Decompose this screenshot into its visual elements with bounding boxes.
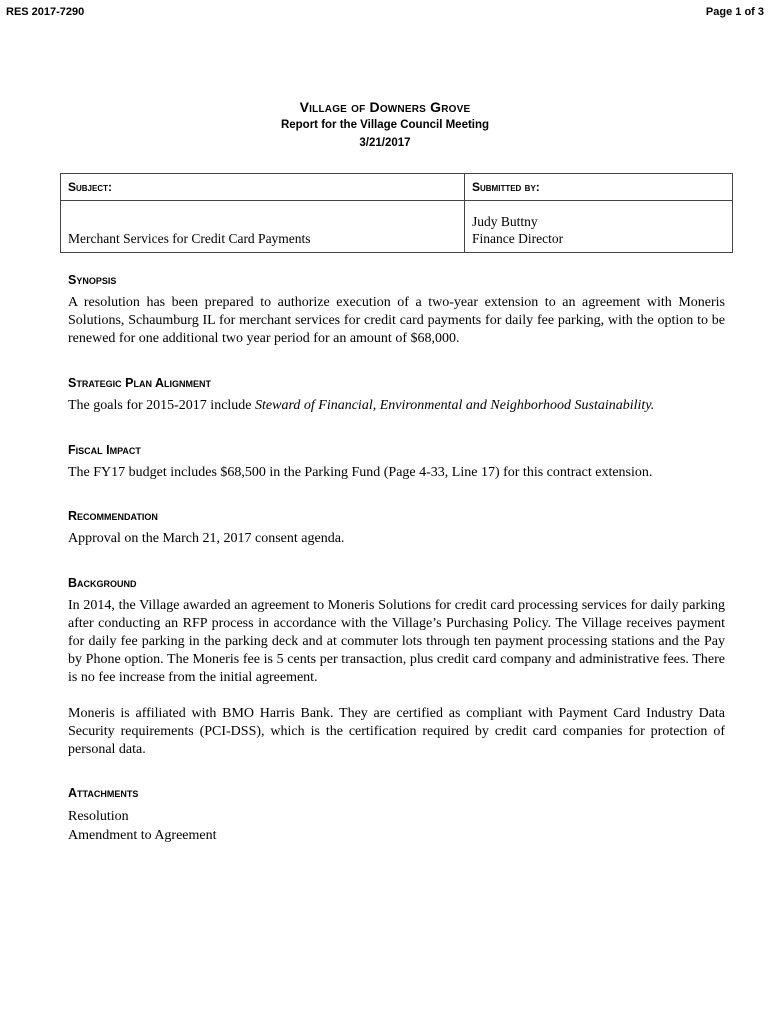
subject-label: Subject: <box>61 174 465 201</box>
background-heading: Background <box>68 576 137 590</box>
fiscal-section <box>68 443 725 482</box>
report-title: Village of Downers Grove <box>299 99 471 115</box>
attachment-item: Resolution <box>68 809 129 824</box>
background-section <box>68 576 725 759</box>
synopsis-heading: Synopsis <box>68 273 117 287</box>
page-number: Page 1 of 3 <box>705 6 764 18</box>
subject-table <box>60 173 733 253</box>
strategic-text <box>68 397 725 415</box>
fiscal-text: The FY17 budget includes $68,500 in the Parking Fund (Page 4-33, Line 17) for this contract extension. <box>68 465 653 480</box>
submitter-title: Finance Director <box>472 231 564 246</box>
attachments-section <box>68 786 725 845</box>
recommendation-heading: Recommendation <box>68 509 158 523</box>
synopsis-text: A resolution has been prepared to authorize execution of a two-year extension to an agreement with Moneris Solutions, Schaumburg IL for merchant services for credit card payments for daily fee parking, with the option to be renewed for one additional two year period for an amount of $68,000. <box>68 295 725 346</box>
strategic-section <box>68 376 725 415</box>
strategic-text-prefix: The goals for 2015-2017 include <box>68 398 256 413</box>
attachment-item: Amendment to Agreement <box>68 828 217 843</box>
fiscal-heading: Fiscal Impact <box>68 443 141 457</box>
subject-value: Merchant Services for Credit Card Payments <box>61 201 465 253</box>
strategic-heading: Strategic Plan Alignment <box>68 376 212 390</box>
submitter-name: Judy Buttny <box>472 214 538 229</box>
submitted-by-label: Submitted by: <box>465 174 733 201</box>
submitter-cell <box>465 201 733 253</box>
synopsis-section <box>68 273 725 348</box>
strategic-goal: Steward of Financial, Environmental and Neighborhood Sustainability. <box>255 398 655 413</box>
attachments-heading: Attachments <box>68 786 139 800</box>
report-subtitle: Report for the Village Council Meeting <box>280 119 490 131</box>
document-id: RES 2017-7290 <box>6 6 85 18</box>
background-paragraph: In 2014, the Village awarded an agreement to Moneris Solutions for credit card processing services for daily parking after conducting an RFP process in accordance with the Village’s Purchasing Policy. The Village receives payment for daily fee parking in the parking deck and at commuter lots through ten payment processing stations and the Pay by Phone option. The Moneris fee is 5 cents per transaction, plus credit card company and administrative fees. There is no fee increase from the initial agreement. <box>68 598 725 685</box>
meeting-date: 3/21/2017 <box>359 137 411 149</box>
recommendation-section <box>68 509 725 548</box>
background-paragraph: Moneris is affiliated with BMO Harris Bank. They are certified as compliant with Payment Card Industry Data Security requirements (PCI-DSS), which is the certification required by credit card companies for protection of personal data. <box>68 706 725 757</box>
recommendation-text: Approval on the March 21, 2017 consent agenda. <box>68 531 345 546</box>
